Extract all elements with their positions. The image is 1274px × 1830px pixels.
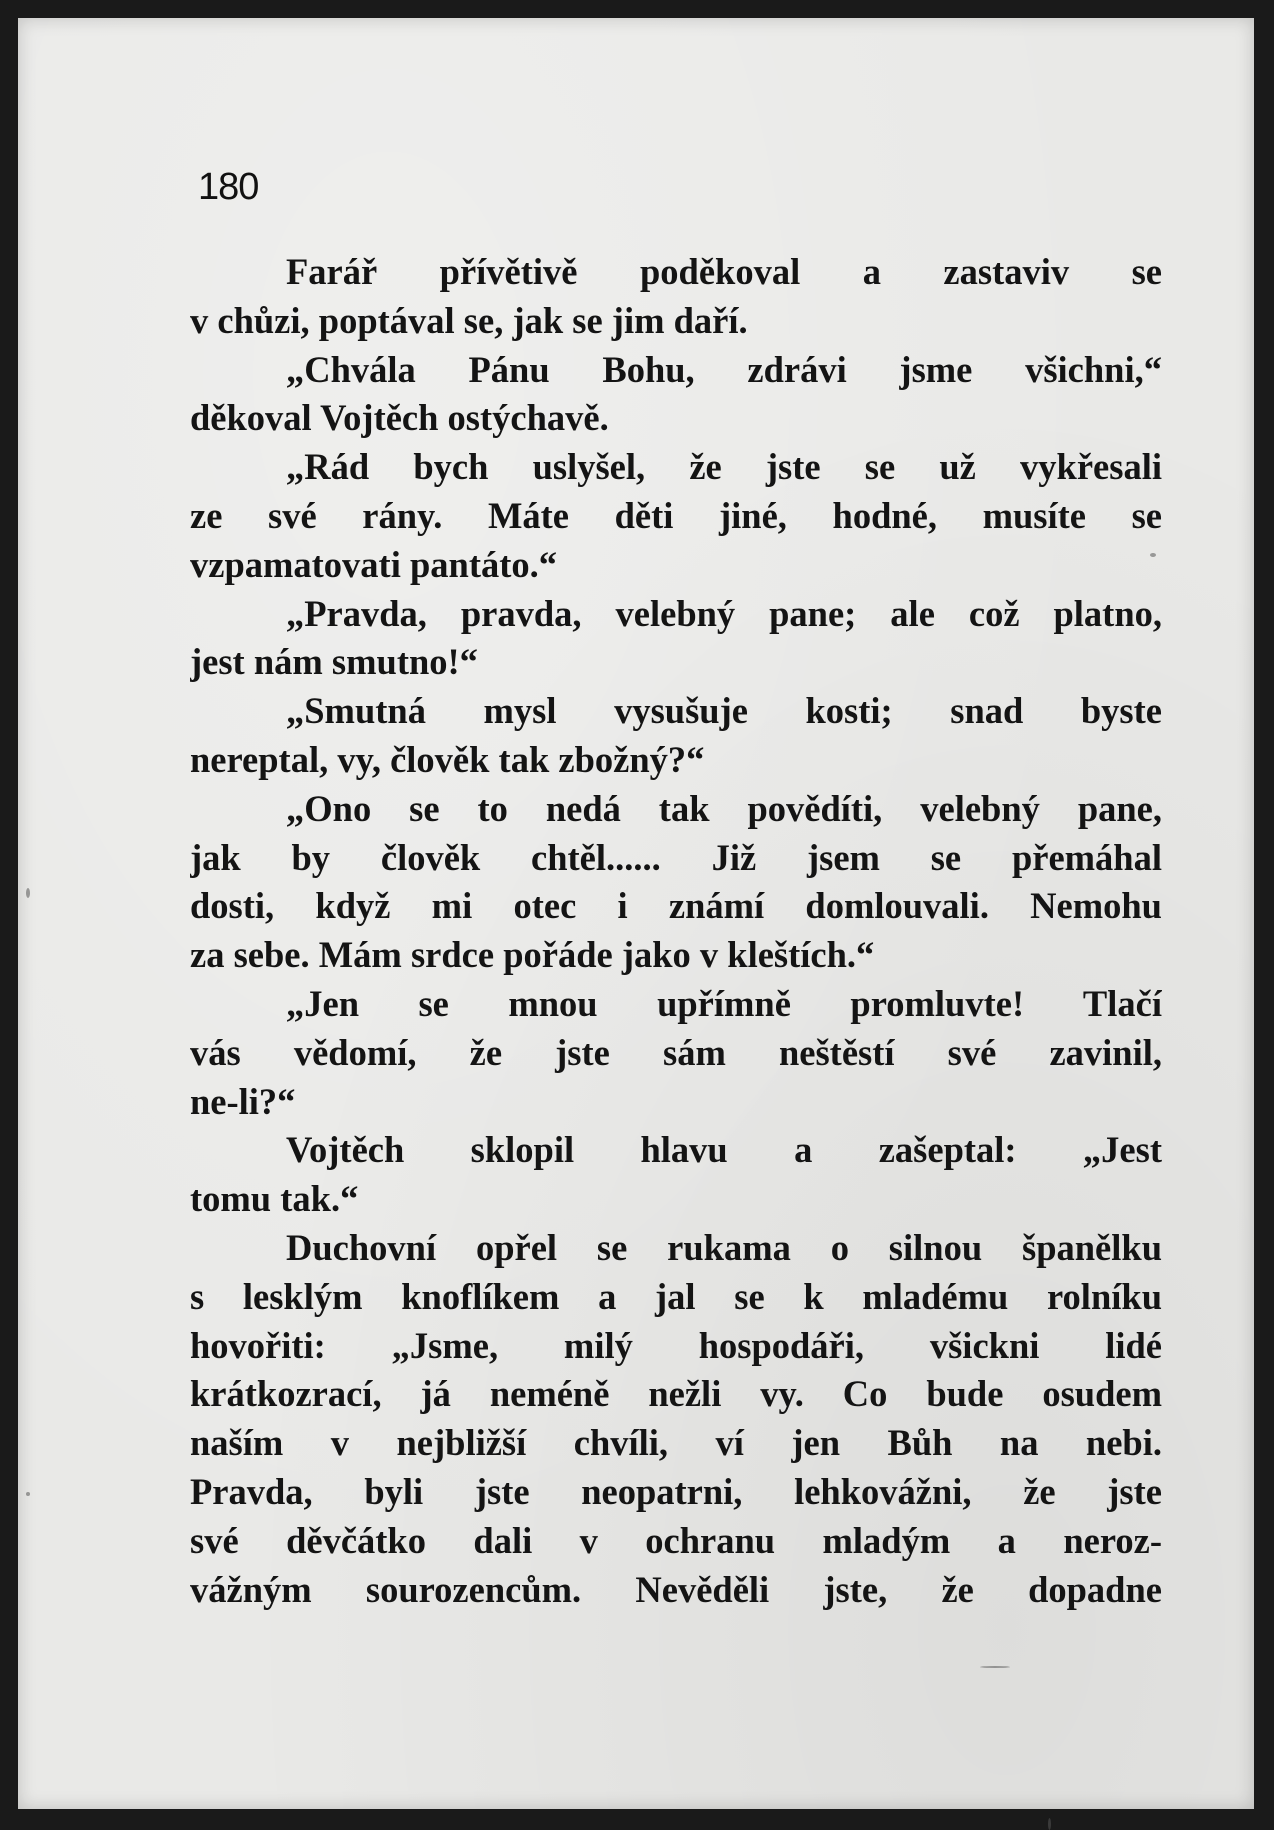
text-line: „Pravda, pravda, velebný pane; ale což platno, (286, 592, 1162, 634)
text-line: hovořiti: „Jsme, milý hospodáři, všickni lidé (190, 1324, 1162, 1366)
paper-speck (26, 1492, 30, 1496)
text-line: naším v nejbližší chvíli, ví jen Bůh na nebi. (190, 1422, 1162, 1464)
text-line: „Rád bych uslyšel, že jste se už vykřesali (286, 446, 1162, 488)
page-number: 180 (198, 166, 259, 208)
text-line: Duchovní opřel se rukama o silnou španělku (286, 1226, 1162, 1268)
text-line: „Chvála Pánu Bohu, zdrávi jsme všichni,“ (286, 348, 1162, 390)
paper-speck (1150, 553, 1156, 557)
text-line: dosti, když mi otec i známí domlouvali. Nemohu (190, 885, 1162, 927)
text-line: za sebe. Mám srdce pořáde jako v kleštích.“ (190, 934, 875, 976)
body-text (190, 248, 1162, 1614)
text-line: Pravda, byli jste neopatrni, lehkovážni, že jste (190, 1470, 1162, 1512)
text-line: ne-li?“ (190, 1080, 296, 1122)
text-line: „Smutná mysl vysušuje kosti; snad byste (286, 690, 1162, 732)
text-line: vážným sourozencům. Nevěděli jste, že dopadne (190, 1568, 1162, 1610)
text-line: vzpamatovati pantáto.“ (190, 543, 558, 585)
book-page (18, 18, 1254, 1809)
text-line: ze své rány. Máte děti jiné, hodné, musíte se (190, 494, 1162, 536)
paper-speck (26, 888, 30, 898)
text-line: jest nám smutno!“ (190, 641, 478, 683)
text-line: Farář přívětivě poděkoval a zastaviv se (286, 251, 1162, 292)
text-line: krátkozrací, já neméně nežli vy. Co bude osudem (190, 1373, 1162, 1415)
text-line: Vojtěch sklopil hlavu a zašeptal: „Jest (286, 1129, 1162, 1171)
text-line: v chůzi, poptával se, jak se jim daří. (190, 299, 748, 341)
paper-speck (1048, 1818, 1051, 1830)
text-line: „Jen se mnou upřímně promluvte! Tlačí (286, 982, 1162, 1024)
text-line: „Ono se to nedá tak povědíti, velebný pane, (286, 787, 1162, 829)
text-line: své děvčátko dali v ochranu mladým a neroz- (190, 1519, 1162, 1561)
text-line: nereptal, vy, člověk tak zbožný?“ (190, 738, 705, 780)
text-line: jak by člověk chtěl...... Již jsem se přemáhal (190, 836, 1162, 878)
text-line: tomu tak.“ (190, 1178, 359, 1220)
paper-speck (980, 1666, 1010, 1668)
text-line: vás vědomí, že jste sám neštěstí své zavinil, (190, 1031, 1162, 1073)
text-line: děkoval Vojtěch ostýchavě. (190, 397, 609, 439)
text-line: s lesklým knoflíkem a jal se k mladému rolníku (190, 1275, 1162, 1317)
